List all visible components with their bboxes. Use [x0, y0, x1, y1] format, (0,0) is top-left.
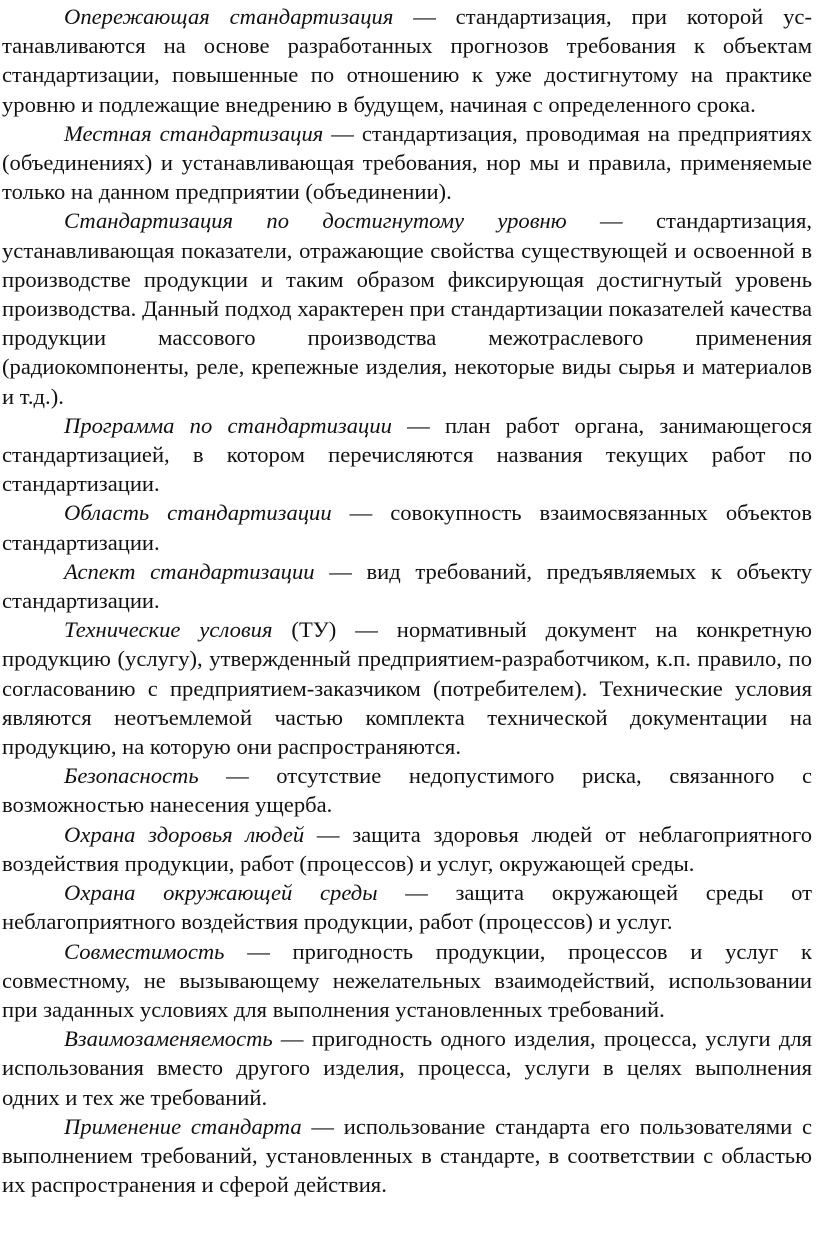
definition: — пригодность продукции, процессов и услуг к совместному, не вызывающему нежелательных взаимодействий, использовании при заданных условиях для выполнения установленных требований.	[2, 938, 812, 1022]
definition: — стандартизация, проводимая на предприятиях (объединениях) и устанавливающая требования, нор мы и правила, применяемые только на данном предприятии (объединении).	[2, 120, 812, 205]
term: Охрана окружающей среды	[64, 880, 378, 906]
term: Местная стандартизация	[64, 120, 324, 146]
term: Технические условия	[64, 617, 273, 643]
definition-entry-1	[2, 2, 812, 119]
definition: — защита окружающей среды от неблагоприятного воздействия продукции, работ (процессов) и услуг.	[2, 880, 812, 935]
definition-entry-9	[2, 820, 812, 878]
definition-entry-12	[2, 1024, 812, 1112]
definition-entry-4	[2, 411, 812, 499]
term: Охрана здоровья людей	[64, 821, 305, 847]
term: Программа по стандартизации	[64, 412, 392, 438]
term: Применение стандарта	[64, 1113, 302, 1139]
term: Совместимость	[64, 938, 225, 964]
definition-entry-10	[2, 878, 812, 936]
definition: — защита здоровья людей от неблагоприятного воздействия продукции, работ (процессов) и услуг, окружающей среды.	[2, 821, 813, 876]
term: Безопасность	[64, 763, 199, 789]
term: Опережающая стандартизация	[64, 4, 394, 29]
definition: — план работ органа, занимающегося стандартизацией, в котором перечисляются названия текущих работ по стандартизации.	[2, 412, 812, 497]
definition: — стандартизация, при которой устанавливаются на основе разработанных прогнозов требования к объектам стандартизации, повышенные по отношению к уже достигнутому на практике уровню и подлежащие внедрению в будущем, начиная с определенного срока.	[2, 4, 812, 117]
term: Стандартизация по достигнутому уровню	[64, 208, 567, 234]
definition-entry-3	[2, 206, 812, 410]
definition: — стандартизация, устанавливающая показатели, отражающие свойства существующей и освоенной в производстве продукции и таким образом фиксирующая достигнутый уровень производства. Данный подход характерен при стандартизации показателей качества продукции массового производства межотраслевого применения (радиокомпоненты, реле, крепежные изделия, некоторые виды сырья и материалов и т.д.).	[2, 208, 812, 409]
term: Аспект стандартизации	[64, 558, 315, 584]
term: Взаимозаменяемость	[64, 1026, 273, 1052]
definition: — использование стандарта его пользователями с выполнением требований, установленных в стандарте, в соответствии с областью их распространения и сферой действия.	[2, 1113, 812, 1198]
definition-entry-6	[2, 557, 812, 615]
definition: (ТУ) — нормативный документ на конкретную продукцию (услугу), утвержденный предприятием-разработчиком, к.п. правило, по согласованию с предприятием-заказчиком (потребителем). Технические условия являются неотъемлемой частью комплекта технической документации на продукцию, на которую они распространяются.	[2, 617, 812, 760]
term: Область стандартизации	[64, 500, 332, 526]
definition-entry-13	[2, 1112, 812, 1200]
definition-entry-8	[2, 761, 812, 819]
definition: — пригодность одного изделия, процесса, услуги для использования вместо другого изделия, процесса, услуги в целях выполнения одних и тех же требований.	[2, 1026, 812, 1110]
definition-entry-11	[2, 937, 812, 1025]
definition-entry-7	[2, 615, 812, 761]
definition-entry-5	[2, 498, 812, 556]
definition: — совокупность взаимосвязанных объектов стандартизации.	[2, 500, 812, 555]
definition: — вид требований, предъявляемых к объекту стандартизации.	[2, 558, 813, 614]
definition-entry-2	[2, 119, 812, 207]
definition: — отсутствие недопустимого риска, связанного с возможностью нанесения ущерба.	[2, 763, 812, 818]
